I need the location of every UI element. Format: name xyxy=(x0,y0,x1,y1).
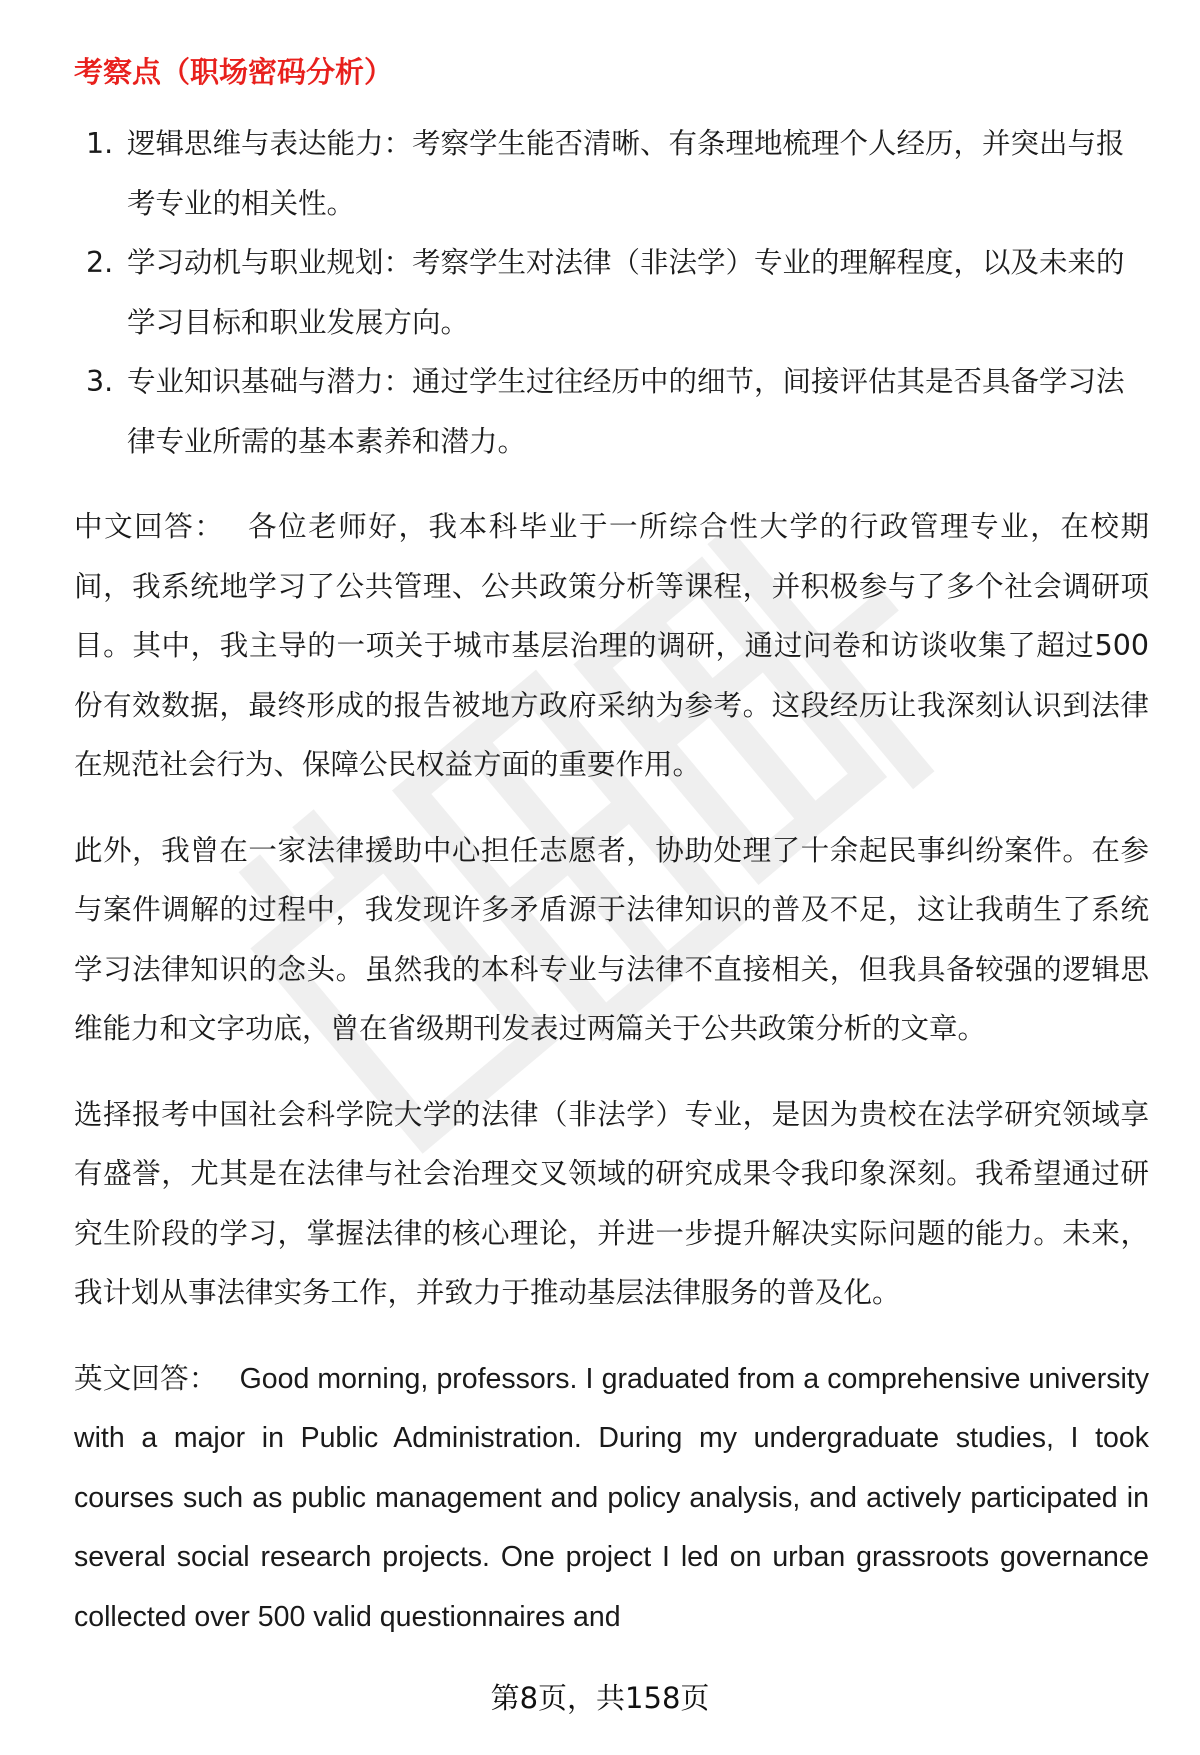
chinese-answer-paragraph-3: 选择报考中国社会科学院大学的法律（非法学）专业，是因为贵校在法学研究领域享有盛誉，尤其是在法律与社会治理交叉领域的研究成果令我印象深刻。我希望通过研究生阶段的学习，掌握法律的核心理论，并进一步提升解决实际问题的能力。未来，我计划从事法律实务工作，并致力于推动基层法律服务的普及化。 xyxy=(74,1097,1149,1309)
chinese-answer-paragraph-1 xyxy=(74,497,1149,795)
section-heading: 考察点（职场密码分析） xyxy=(74,55,394,89)
page-number-footer: 第8页，共158页 xyxy=(490,1681,710,1715)
english-answer-label: 英文回答： xyxy=(74,1361,218,1395)
list-item-number: 1. xyxy=(86,127,114,160)
list-item-number: 3. xyxy=(86,365,114,398)
paragraph-text: 各位老师好，我本科毕业于一所综合性大学的行政管理专业，在校期间，我系统地学习了公共管理、公共政策分析等课程，并积极参与了多个社会调研项目。其中，我主导的一项关于城市基层治理的调研，通过问卷和访谈收集了超过500份有效数据，最终形成的报告被地方政府采纳为参考。这段经历让我深刻认识到法律在规范社会行为、保障公民权益方面的重要作用。 xyxy=(74,510,1149,781)
list-item-text: 逻辑思维与表达能力：考察学生能否清晰、有条理地梳理个人经历，并突出与报考专业的相关性。 xyxy=(127,127,1125,220)
paragraph-text: Good morning, professors. I graduated from a comprehensive university with a major in Public Administration. During my undergraduate studies, I took courses such as public management and policy analysis, and actively participated in several social research projects. One project I led on urban grassroots governance collected over 500 valid questionnaires and xyxy=(74,1362,1149,1633)
list-item xyxy=(74,352,1149,471)
list-item-number: 2. xyxy=(86,246,114,279)
english-answer-paragraph xyxy=(74,1349,1149,1648)
list-item xyxy=(74,233,1149,352)
chinese-answer-label: 中文回答： xyxy=(74,510,225,543)
list-item-text: 学习动机与职业规划：考察学生对法律（非法学）专业的理解程度，以及未来的学习目标和职业发展方向。 xyxy=(127,246,1125,339)
assessment-points-list xyxy=(74,114,1149,471)
list-item xyxy=(74,114,1149,233)
document-page xyxy=(74,52,1149,1673)
chinese-answer-paragraph-2: 此外，我曾在一家法律援助中心担任志愿者，协助处理了十余起民事纠纷案件。在参与案件调解的过程中，我发现许多矛盾源于法律知识的普及不足，这让我萌生了系统学习法律知识的念头。虽然我的本科专业与法律不直接相关，但我具备较强的逻辑思维能力和文字功底，曾在省级期刊发表过两篇关于公共政策分析的文章。 xyxy=(74,833,1149,1045)
list-item-text: 专业知识基础与潜力：通过学生过往经历中的细节，间接评估其是否具备学习法律专业所需的基本素养和潜力。 xyxy=(127,365,1125,458)
